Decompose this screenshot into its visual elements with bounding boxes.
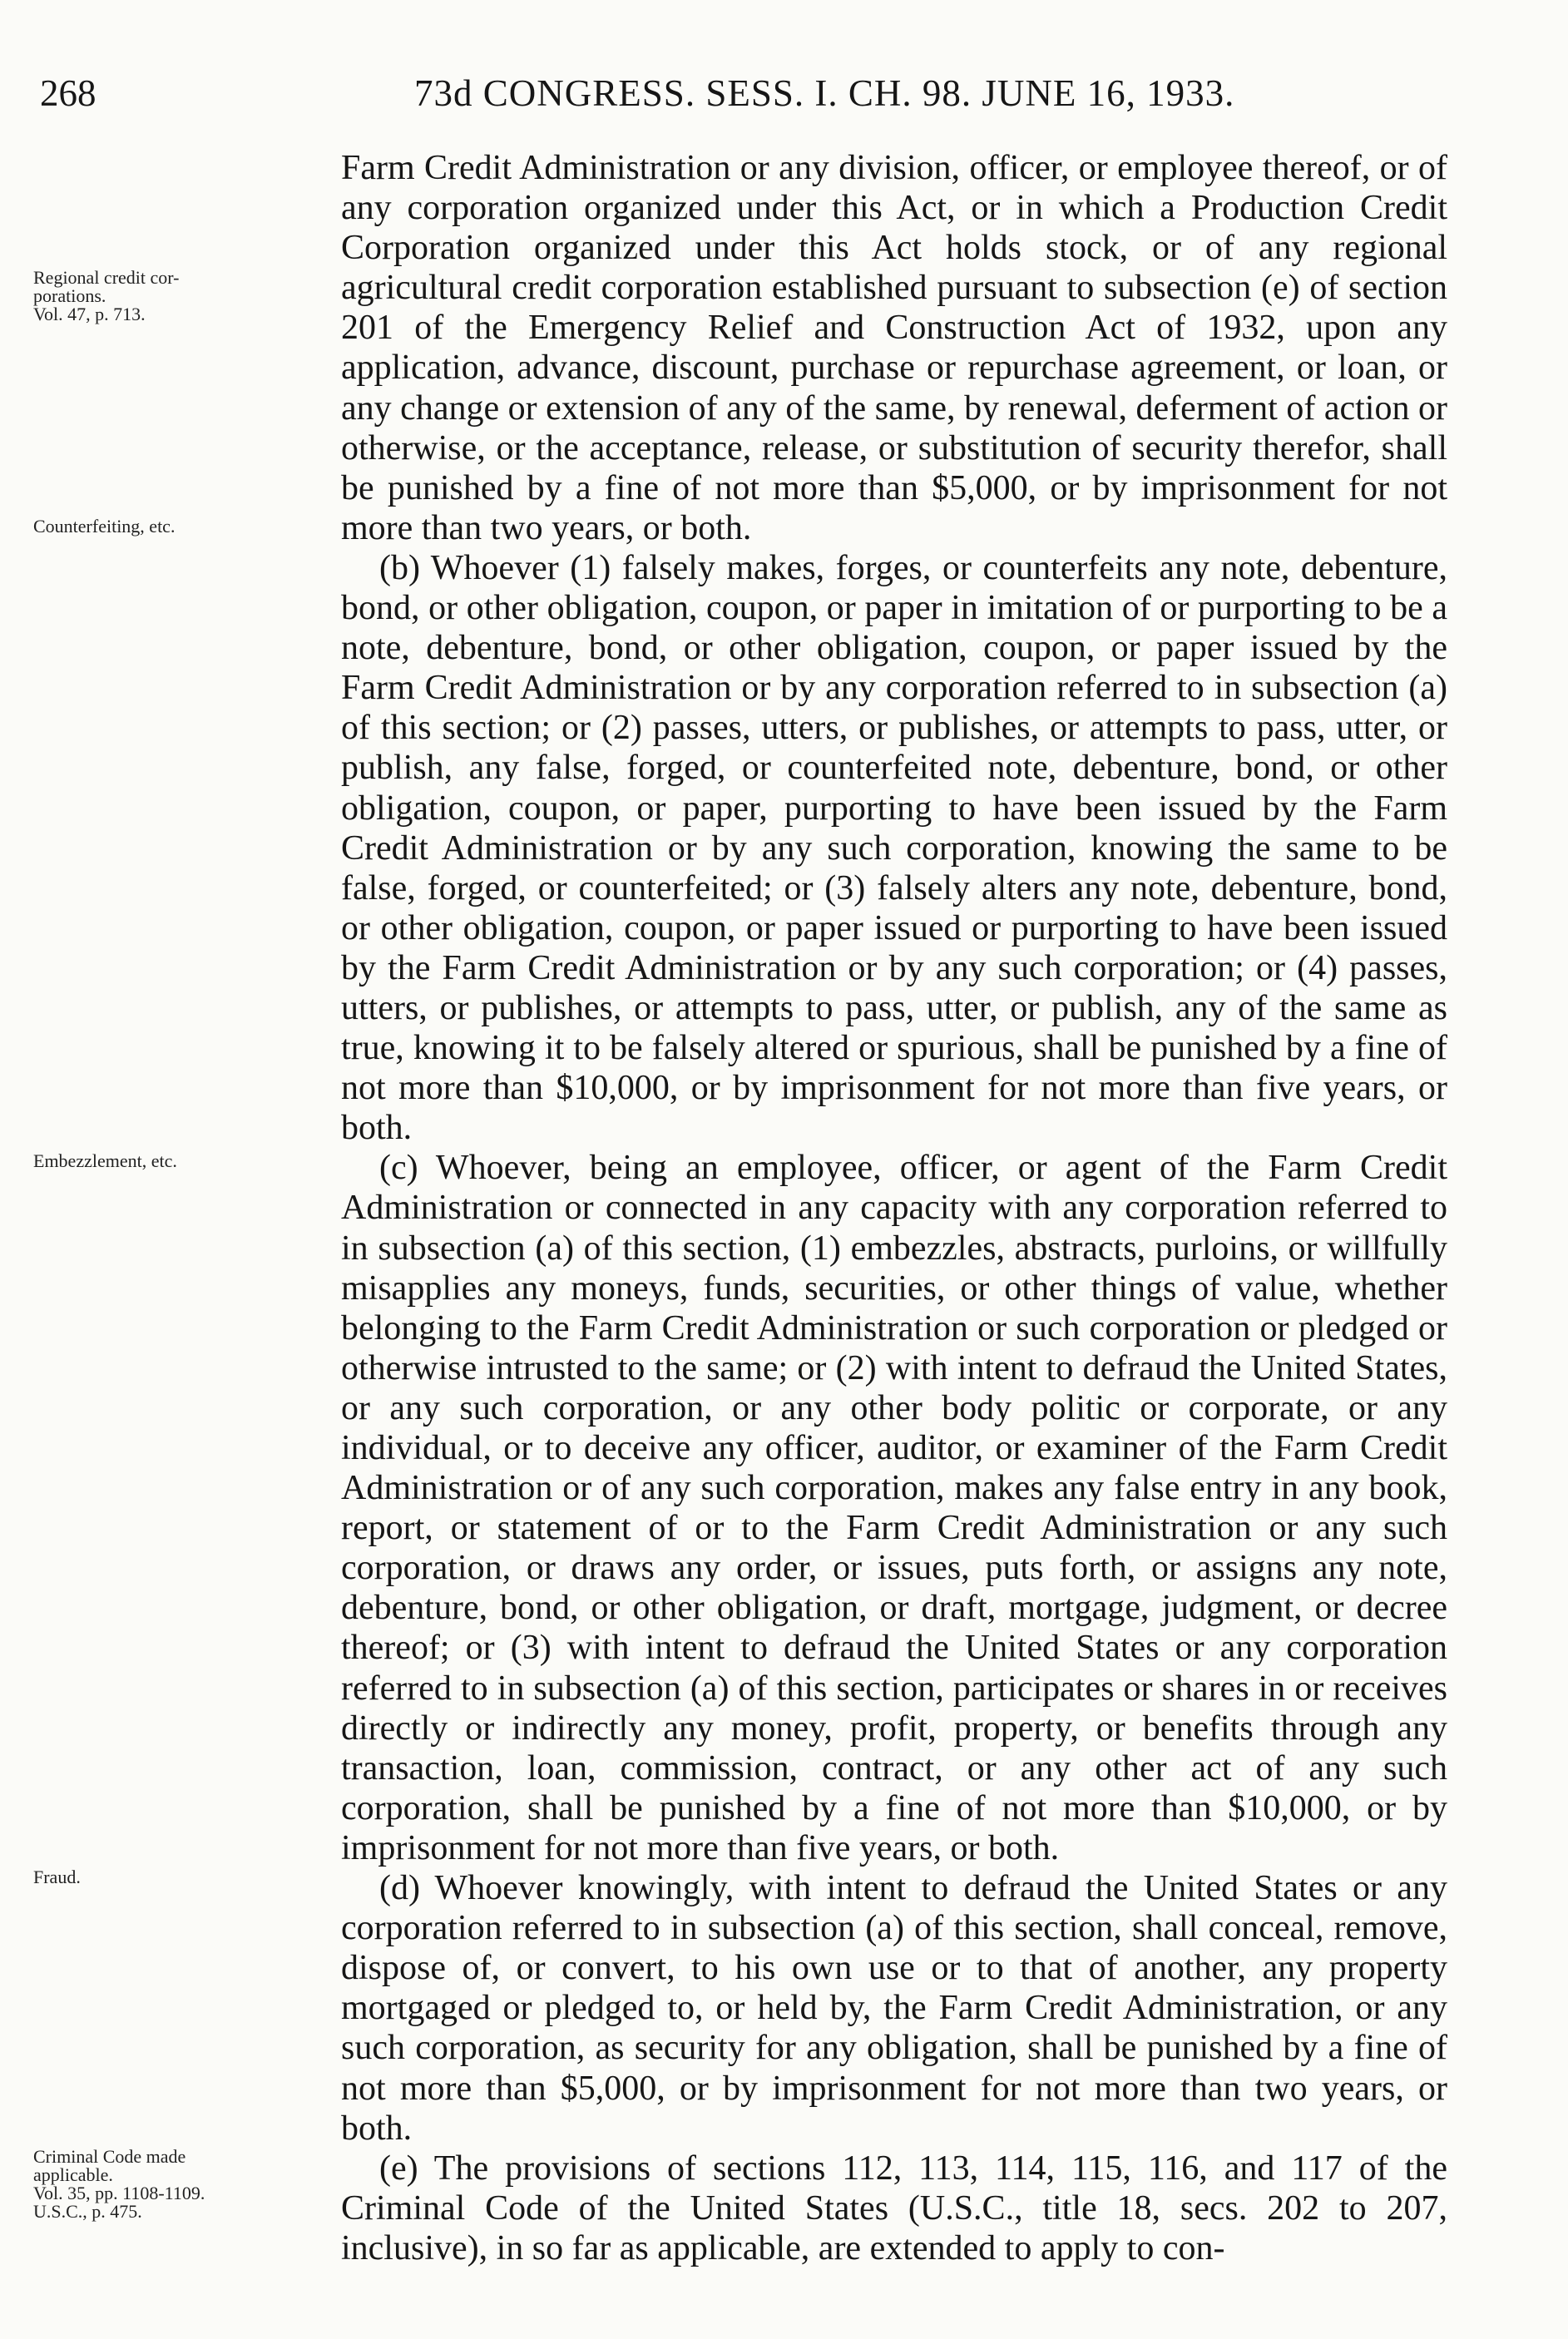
paragraph-c-embezzlement: (c) Whoever, being an employee, officer, or agent of the Farm Credit Administration or connected in any capacity with any corporation referred to in subsection (a) of this section, (1) embezzles, abstracts, purloins, or willfully misapplies any moneys, funds, securities, or other things of value, whether belonging to the Farm Credit Administration or such corporation or pledged or otherwise intrusted to the same; or (2) with intent to defraud the United States, or any such corporation, or any other body politic or corporate, or any individual, or to deceive any officer, auditor, or examiner of the Farm Credit Administration or of any such corporation, makes any false entry in any book, report, or statement of or to the Farm Credit Administration or any such corporation, or draws any order, or issues, puts forth, or assigns any note, debenture, bond, or other obligation, or draft, mortgage, judgment, or decree thereof; or (3) with intent to defraud the United States or any corporation referred to in subsection (a) of this section, participates or shares in or receives directly or indirectly any money, profit, property, or benefits through any transaction, loan, commission, contract, or any other act of any such corporation, shall be punished by a fine of not more than $10,000, or by imprisonment for not more than five years, or both. <box>341 1149 1447 1867</box>
margin-note-line: Vol. 47, p. 713. <box>33 304 146 324</box>
margin-note-line: Regional credit cor- <box>33 267 180 288</box>
margin-note-line: porations. <box>33 285 106 306</box>
margin-note-line: Vol. 35, pp. 1108-1109. <box>33 2183 205 2203</box>
paragraph-e-criminal-code: (e) The provisions of sections 112, 113, 114, 115, 116, and 117 of the Criminal Code of the United States (U.S.C., title 18, secs. 202 to 207, inclusive), in so far as applicable, are extended to apply to con- <box>341 2149 1447 2267</box>
margin-note-line: applicable. <box>33 2164 113 2185</box>
continuation-paragraph: Farm Credit Administration or any division, officer, or employee thereof, or of any corporation organized under this Act, or in which a Production Credit Corporation organized under this Act holds stock, or of any regional agricultural credit corporation established pursuant to subsection (e) of section 201 of the Emergency Relief and Construction Act of 1932, upon any application, advance, discount, purchase or repurchase agreement, or loan, or any change or extension of any of the same, by renewal, deferment of action or otherwise, or the acceptance, release, or substitution of security therefor, shall be punished by a fine of not more than $5,000, or by imprisonment for not more than two years, or both. <box>341 149 1447 547</box>
page-number: 268 <box>40 72 96 114</box>
margin-note-line: U.S.C., p. 475. <box>33 2201 142 2222</box>
margin-note-regional-credit <box>33 269 341 324</box>
margin-note-fraud <box>33 1868 341 1887</box>
running-head: 73d CONGRESS. SESS. I. CH. 98. JUNE 16, 1933. <box>414 72 1235 114</box>
paragraph-b-counterfeiting: (b) Whoever (1) falsely makes, forges, or counterfeits any note, debenture, bond, or other obligation, coupon, or paper in imitation of or purporting to be a note, debenture, bond, or other obligation, coupon, or paper issued by the Farm Credit Administration or by any corporation referred to in subsection (a) of this section; or (2) passes, utters, or publishes, or attempts to pass, utter, or publish, any false, forged, or counterfeited note, debenture, bond, or other obligation, coupon, or paper, purporting to have been issued by the Farm Credit Administration or by any such corporation, knowing the same to be false, forged, or counterfeited; or (3) falsely alters any note, debenture, bond, or other obligation, coupon, or paper issued or purporting to have been issued by the Farm Credit Administration or by any such corporation; or (4) passes, utters, or publishes, or attempts to pass, utter, or publish, any of the same as true, knowing it to be falsely altered or spurious, shall be punished by a fine of not more than $10,000, or by imprisonment for not more than five years, or both. <box>341 548 1447 1148</box>
margin-note-line: Counterfeiting, etc. <box>33 516 176 537</box>
margin-note-line: Embezzlement, etc. <box>33 1150 177 1171</box>
margin-note-counterfeiting <box>33 517 341 536</box>
margin-note-line: Fraud. <box>33 1867 81 1887</box>
paragraph-d-fraud: (d) Whoever knowingly, with intent to defraud the United States or any corporation referred to in subsection (a) of this section, shall conceal, remove, dispose of, or convert, to his own use or to that of another, any property mortgaged or pledged to, or held by, the Farm Credit Administration, or any such corporation, as security for any obligation, shall be punished by a fine of not more than $5,000, or by imprisonment for not more than two years, or both. <box>341 1869 1447 2148</box>
statute-text-column <box>341 148 1447 2268</box>
margin-note-line: Criminal Code made <box>33 2146 186 2167</box>
margin-note-embezzlement <box>33 1152 341 1170</box>
margin-note-criminal-code <box>33 2148 341 2221</box>
